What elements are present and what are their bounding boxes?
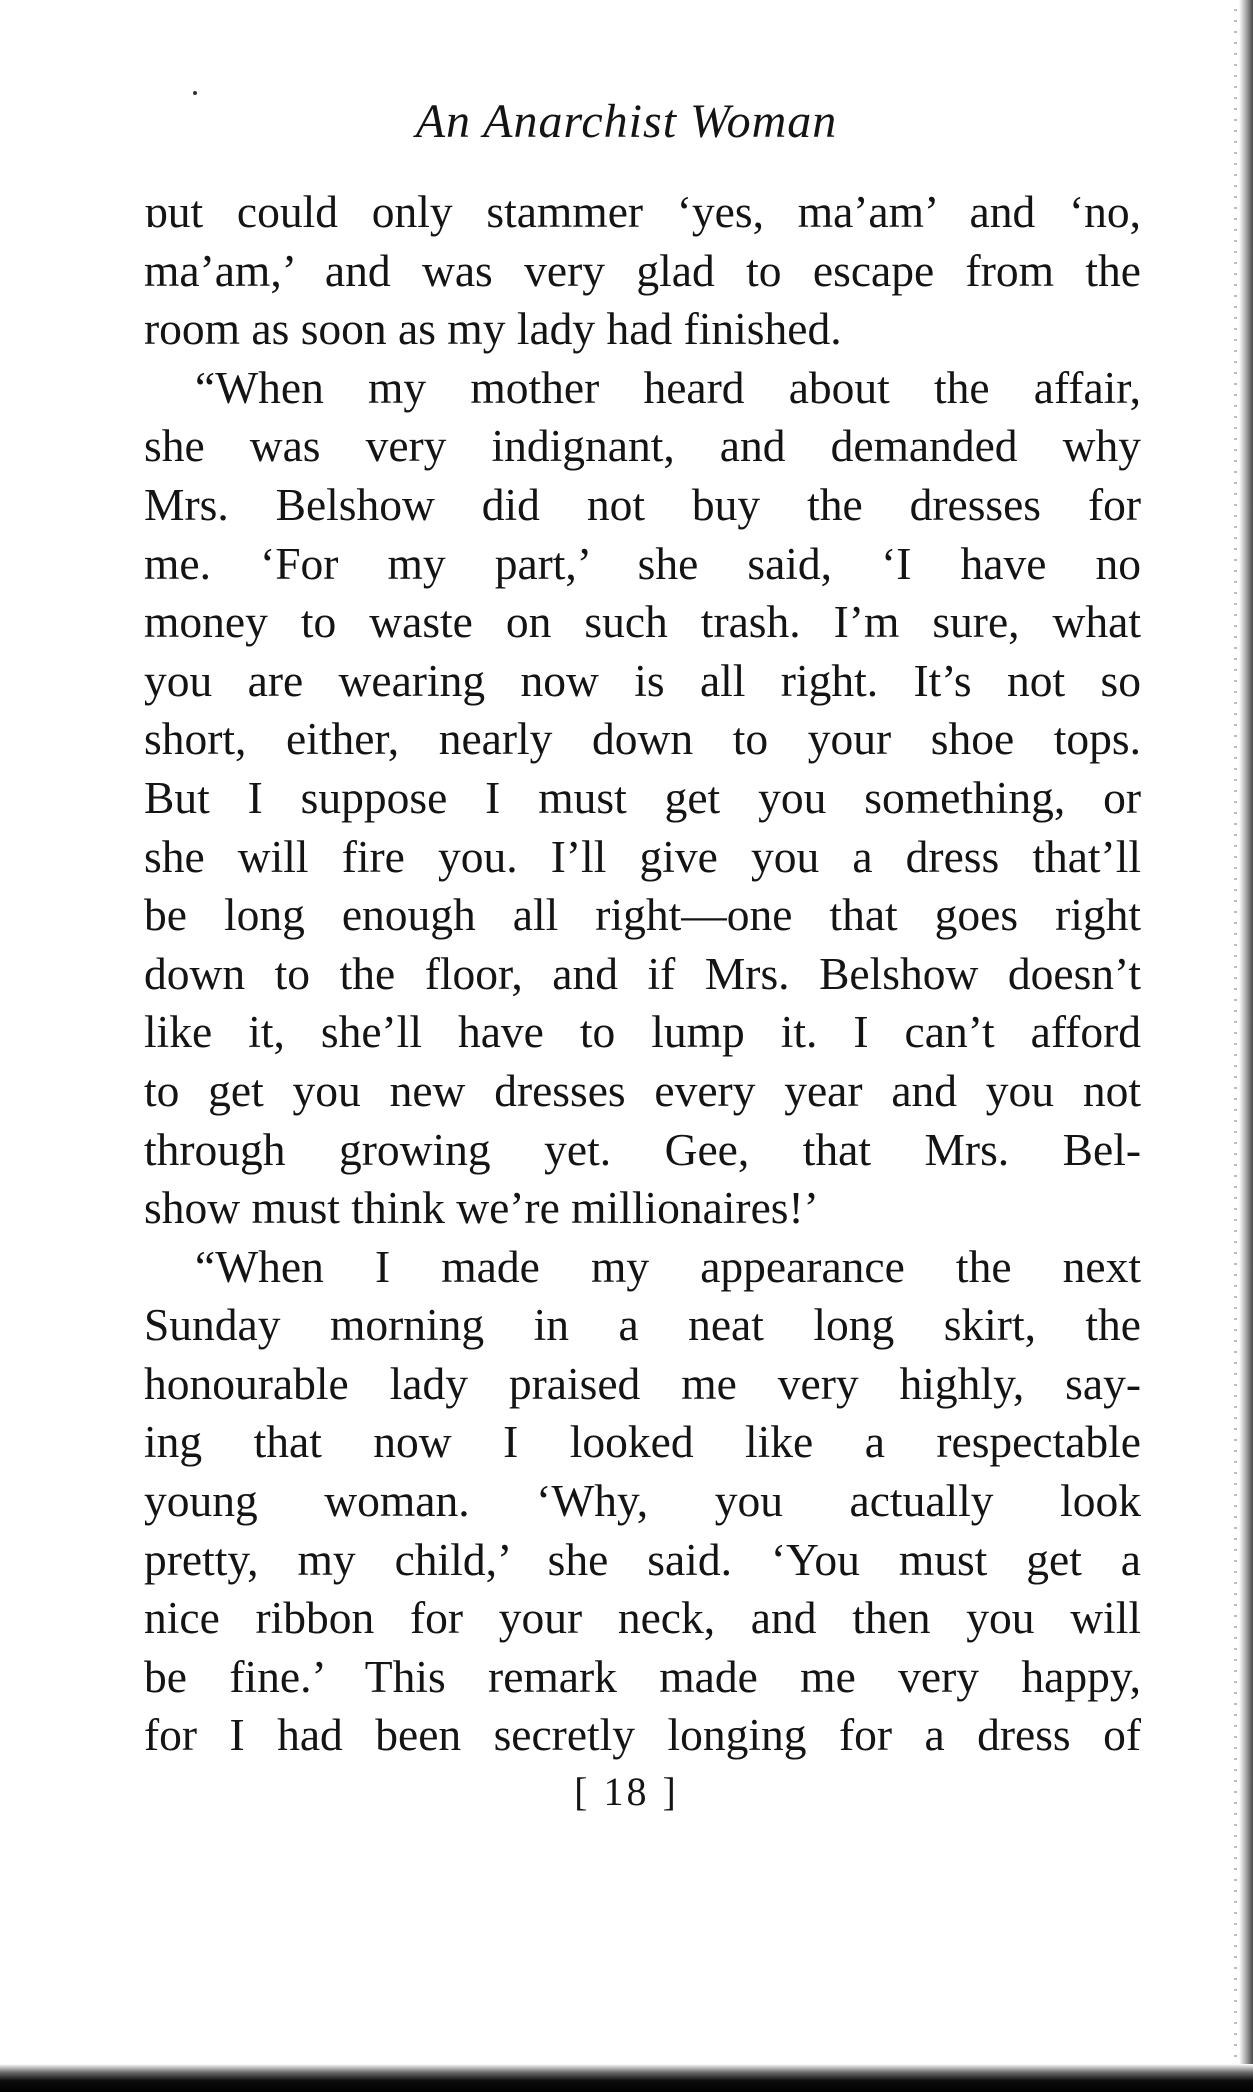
text-line: nice ribbon for your neck, and then you will bbox=[144, 1592, 1141, 1644]
body-text bbox=[144, 183, 1141, 1765]
text-line: for I had been secretly longing for a dress of bbox=[144, 1709, 1141, 1761]
text-line: short, either, nearly down to your shoe tops. bbox=[144, 713, 1141, 765]
text-line: money to waste on such trash. I’m sure, what bbox=[144, 596, 1141, 648]
text-line: ɒut could only stammer ‘yes, ma’am’ and ‘no, bbox=[144, 186, 1141, 237]
text-line: room as soon as my lady had finished. bbox=[144, 303, 842, 355]
text-line: you are wearing now is all right. It’s not so bbox=[144, 654, 1141, 706]
text-line: Mrs. Belshow did not buy the dresses for bbox=[144, 478, 1141, 530]
text-line: pretty, my child,’ she said. ‘You must get a bbox=[144, 1533, 1141, 1585]
text-line: show must think we’re millionaires!’ bbox=[144, 1182, 819, 1234]
text-line: she was very indignant, and demanded why bbox=[144, 420, 1141, 472]
text-line: down to the floor, and if Mrs. Belshow doesn’t bbox=[144, 947, 1141, 999]
text-line: me. ‘For my part,’ she said, ‘I have no bbox=[144, 537, 1141, 589]
page-edge-texture bbox=[1234, 0, 1237, 2092]
text-line: like it, she’ll have to lump it. I can’t afford bbox=[144, 1006, 1141, 1058]
text-line: ing that now I looked like a respectable bbox=[144, 1416, 1141, 1468]
text-line: through growing yet. Gee, that Mrs. Bel- bbox=[144, 1123, 1141, 1175]
text-line: Sunday morning in a neat long skirt, the bbox=[144, 1299, 1141, 1351]
text-line: be long enough all right—one that goes right bbox=[144, 889, 1141, 941]
text-line: “When my mother heard about the affair, bbox=[195, 361, 1141, 413]
text-line: she will fire you. I’ll give you a dress that’ll bbox=[144, 830, 1141, 882]
text-line: to get you new dresses every year and you not bbox=[144, 1064, 1141, 1116]
page-edge-shadow-bottom bbox=[0, 2064, 1253, 2092]
text-line: But I suppose I must get you something, or bbox=[144, 771, 1141, 823]
text-line: honourable lady praised me very highly, say- bbox=[144, 1357, 1141, 1409]
page-number: [ 18 ] bbox=[574, 1769, 679, 1814]
page-edge-shadow-right bbox=[1239, 0, 1253, 2092]
text-line: ma’am,’ and was very glad to escape from the bbox=[144, 244, 1141, 296]
text-line: “When I made my appearance the next bbox=[195, 1240, 1141, 1292]
text-line: be fine.’ This remark made me very happy, bbox=[144, 1650, 1141, 1702]
running-head: An Anarchist Woman bbox=[415, 95, 838, 148]
text-line: young woman. ‘Why, you actually look bbox=[144, 1475, 1141, 1527]
